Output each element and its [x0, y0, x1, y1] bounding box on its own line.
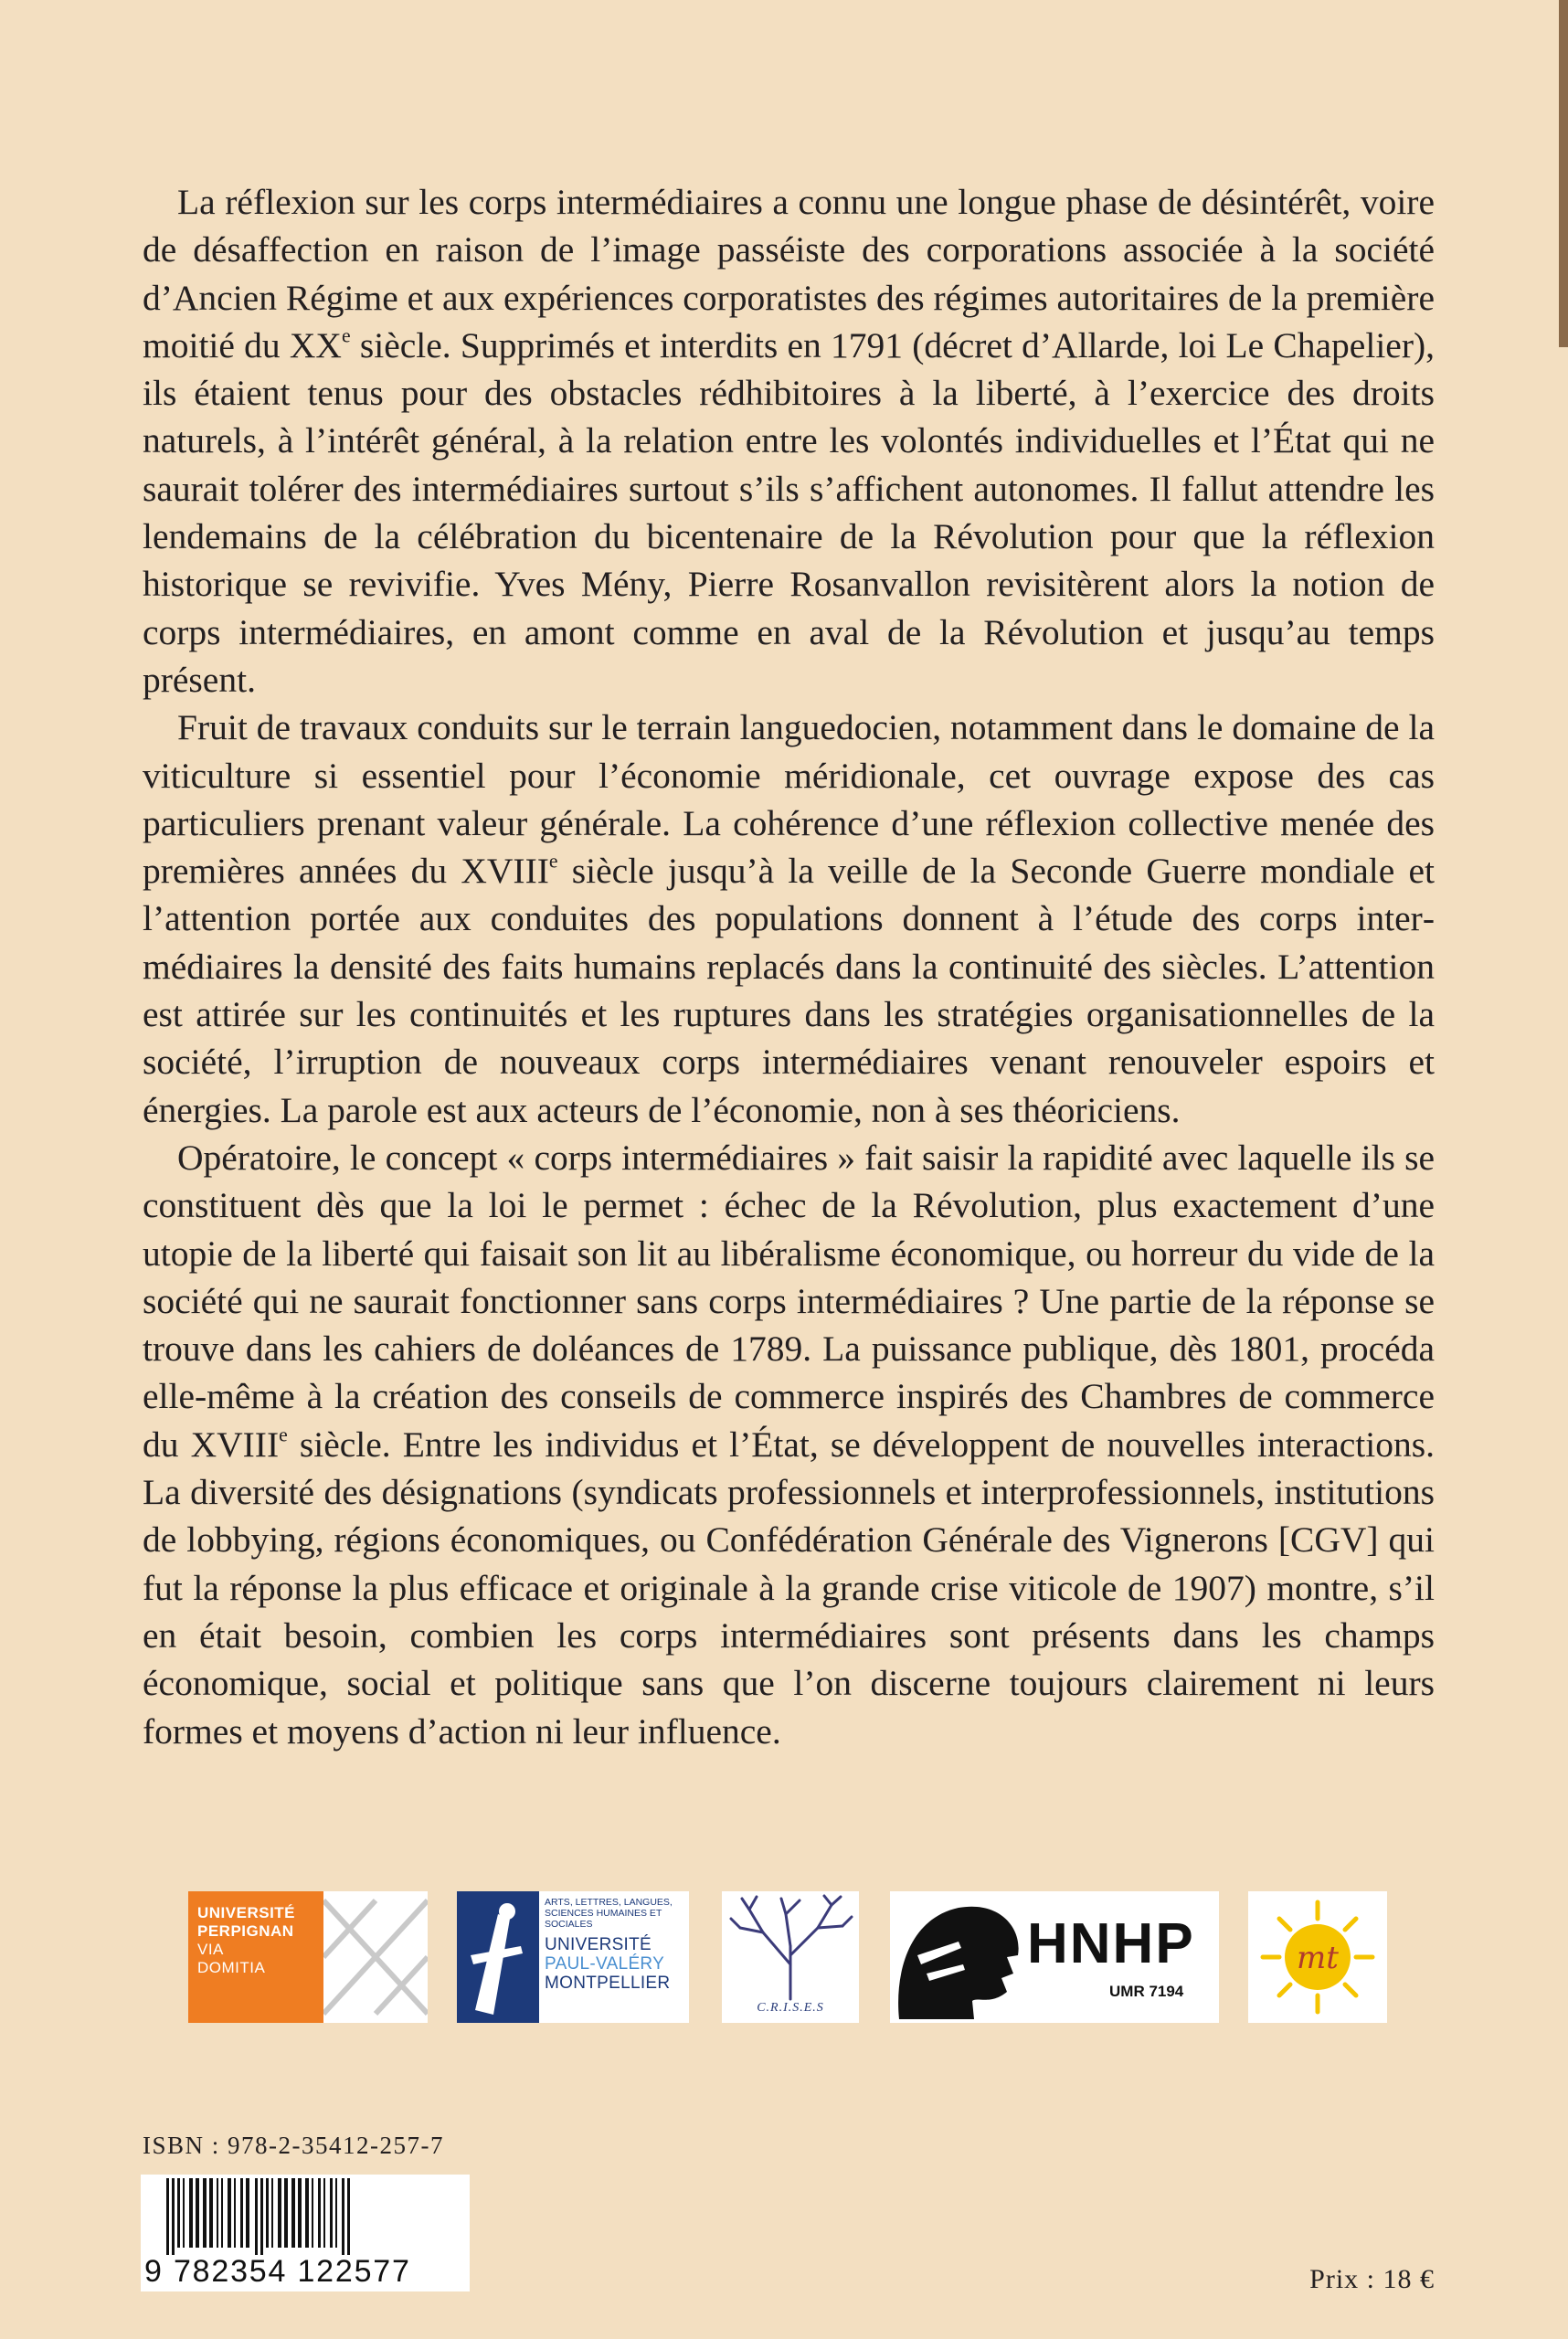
barcode-bar: [189, 2178, 193, 2248]
barcode-bar: [234, 2178, 236, 2248]
spine-edge-strip: [1559, 0, 1568, 347]
barcode-bar: [209, 2178, 213, 2248]
barcode-bar: [260, 2178, 263, 2255]
logo-hnhp: HNHP UMR 7194: [890, 1891, 1219, 2023]
barcode: [141, 2175, 470, 2291]
barcode-bar: [228, 2178, 231, 2248]
isbn-label: ISBN : 978-2-35412-257-7: [143, 2132, 444, 2159]
partner-logos: [188, 1891, 1387, 2023]
barcode-bar: [335, 2178, 337, 2248]
logo-mt: [1248, 1891, 1387, 2023]
price-label: Prix : 18 €: [1309, 2264, 1435, 2294]
barcode-bar: [221, 2178, 223, 2248]
sun-icon: [1248, 1891, 1387, 2023]
barcode-bar: [312, 2178, 313, 2248]
barcode-bars: [141, 2175, 470, 2257]
barcode-bar: [330, 2178, 333, 2248]
barcode-bar: [246, 2178, 249, 2248]
logo-universite-perpignan: UNIVERSITÉ PERPIGNAN VIA DOMITIA: [188, 1891, 428, 2023]
blurb-paragraph-3: Opératoire, le concept « corps intermédiaires » fait saisir la rapidité avec laquelle ils se constituent dès que la loi le permet : échec de la Révolution, plus exactement d’une utopie de la liberté qui faisait son lit au libéralisme économique, ou horreur du vide de la société qui ne saurait fonctionner sans corps intermédiaires ? Une partie de la réponse se trouve dans les cahiers de doléances de 1789. La puissance publique, dès 1801, procéda elle-même à la création des conseils de commerce inspirés des Chambres de commerce du XVIIIe siècle. Entre les individus et l’État, se développent de nouvelles interactions. La diversité des désignations (syndicats professionnels et interprofessionnels, institutions de lobbying, régions économiques, ou Confédération Générale des Vignerons [CGV] qui fut la réponse la plus efficace et originale à la grande crise viticole de 1907) montre, s’il en était besoin, combien les corps intermédiaires sont présents dans les champs économique, social et politique sans que l’on discerne toujours clairement ni leurs formes et moyens d’action ni leur influence.: [143, 1137, 1435, 1752]
barcode-digits: 9 782354 122577: [144, 2254, 411, 2289]
barcode-bar: [196, 2178, 199, 2248]
barcode-bar: [172, 2178, 175, 2255]
barcode-bar: [278, 2178, 281, 2248]
barcode-bar: [298, 2178, 302, 2248]
tree-icon: [722, 1891, 859, 2001]
barcode-bar: [217, 2178, 218, 2248]
barcode-bar: [166, 2178, 169, 2255]
barcode-bar: [271, 2178, 273, 2248]
barcode-bar: [318, 2178, 321, 2248]
back-cover-blurb: [143, 178, 1435, 1755]
barcode-bar: [347, 2178, 350, 2255]
lattice-icon: [323, 1891, 428, 2023]
barcode-bar: [183, 2178, 185, 2248]
barcode-bar: [240, 2178, 243, 2248]
logo-universite-paul-valery: ARTS, LETTRES, LANGUES, SCIENCES HUMAINES ET SOCIALES UNIVERSITÉ PAUL-VALÉRY MONTPELLIER: [457, 1891, 689, 2023]
barcode-bar: [323, 2178, 325, 2248]
barcode-bar: [203, 2178, 207, 2248]
barcode-bar: [305, 2178, 309, 2248]
blurb-paragraph-1: La réflexion sur les corps intermédiaires a connu une longue phase de désintérêt, voire de désaffection en raison de l’image passéiste des corporations associée à la société d’Ancien Régime et aux expériences corporatistes des régimes autoritaires de la première moitié du XXe siècle. Supprimés et interdits en 1791 (décret d’Allarde, loi Le Chapelier), ils étaient tenus pour des obstacles rédhibitoires à la liberté, à l’exercice des droits naturels, à l’intérêt général, à la relation entre les volontés individuelles et l’État qui ne saurait tolérer des intermédiaires surtout s’ils s’affichent autonomes. Il fallut attendre les lendemains de la célébration du bicentenaire de la Révolution pour que la réflexion historique se revivifie. Yves Mény, Pierre Rosanvallon revisitèrent alors la notion de corps intermédiaires, en amont comme en aval de la Révolution et jusqu’au temps présent.: [143, 182, 1436, 700]
profile-icon: [890, 1891, 1027, 2023]
barcode-bar: [177, 2178, 180, 2248]
figure-icon: [457, 1891, 539, 2023]
barcode-bar: [266, 2178, 269, 2248]
blurb-paragraph-2: Fruit de travaux conduits sur le terrain languedocien, notamment dans le domaine de la viticulture si essentiel pour l’économie méridionale, cet ouvrage expose des cas particuliers prenant valeur générale. La cohérence d’une réflexion collective menée des premières années du XVIIIe siècle jusqu’à la veille de la Seconde Guerre mondiale et l’attention portée aux conduites des populations donnent à l’étude des corps intermédiaires la densité des faits humains replacés dans la continuité des siècles. L’attention est attirée sur les continuités et les ruptures dans les stratégies organisationnelles de la société, l’irruption de nouveaux corps intermédiaires venant renouveler espoirs et énergies. La parole est aux acteurs de l’économie, non à ses théoriciens.: [143, 707, 1435, 1130]
logo-crises: C.R.I.S.E.S: [722, 1891, 859, 2023]
mt-lettering: mt: [1297, 1940, 1339, 1976]
barcode-bar: [342, 2178, 344, 2255]
barcode-bar: [255, 2178, 258, 2255]
barcode-bar: [291, 2178, 295, 2248]
barcode-bar: [284, 2178, 288, 2248]
